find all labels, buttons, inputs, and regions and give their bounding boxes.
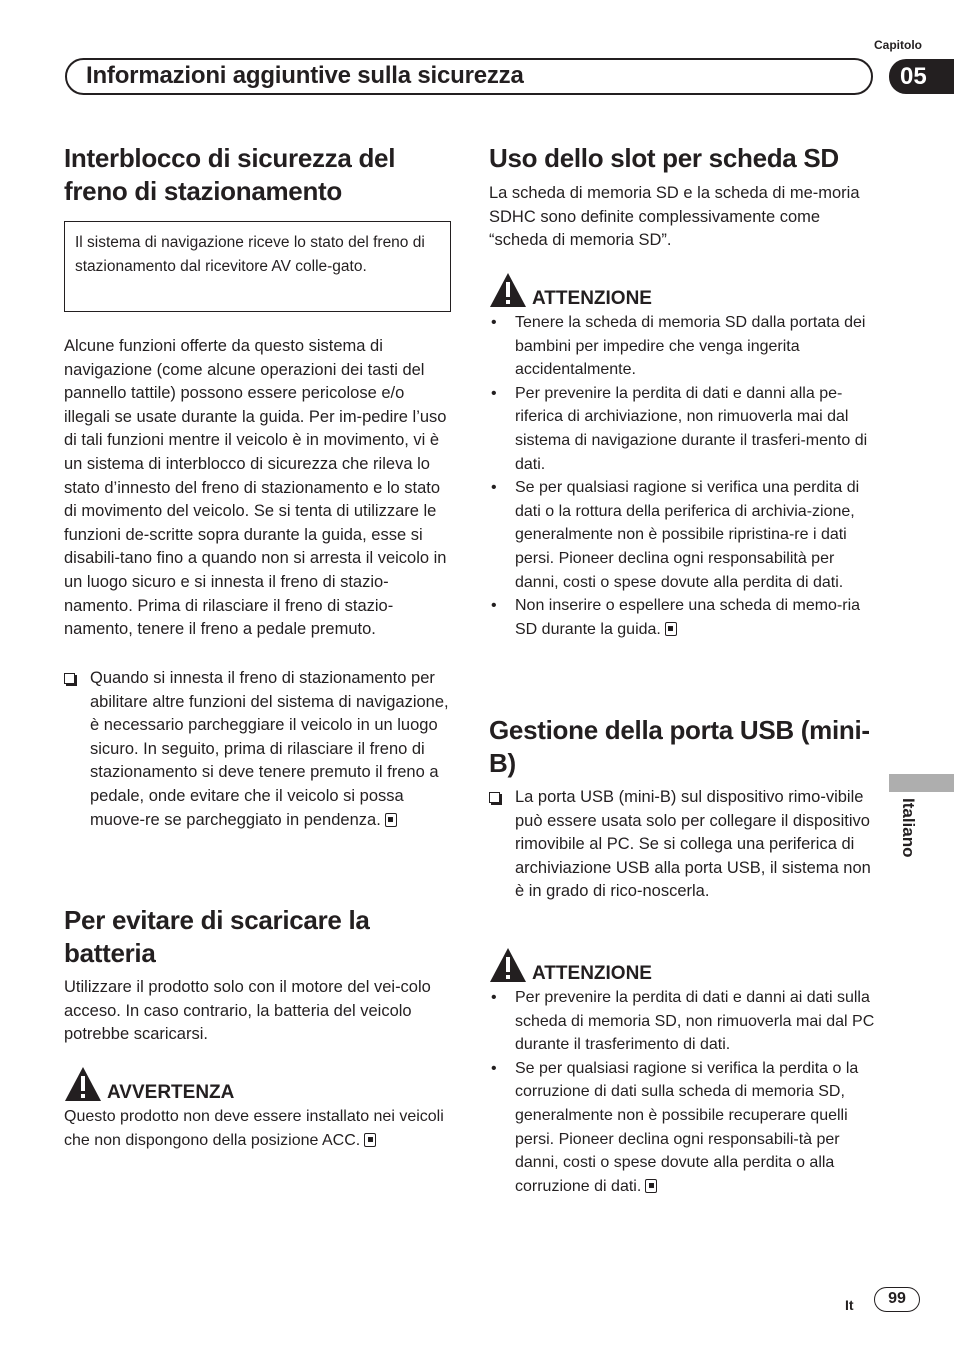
battery-body-text: Utilizzare il prodotto solo con il motore del vei-colo acceso. In caso contrario, la batteria del veicolo potrebbe scaricarsi. — [64, 978, 431, 1044]
language-tab-label: Italiano — [899, 798, 918, 858]
list-item-text: Non inserire o espellere una scheda di memo-ria SD durante la guida. — [515, 597, 861, 638]
caution-triangle-icon — [489, 947, 527, 983]
caution-triangle-icon — [489, 272, 527, 308]
list-item: • Se per qualsiasi ragione si verifica una perdita di dati o la rottura della periferica di archivia-zione, generalmente non è possibile ripristina-re i dati persi. Pioneer declina ogni responsabilità per danni, costi o spese dovute alla perdita di dati. — [491, 479, 860, 591]
list-item-text: Per prevenire la perdita di dati e danni ai dati sulla scheda di memoria SD, non rimuoverla mai dal PC durante il trasferimento di dati. — [515, 989, 875, 1054]
list-item-text: Per prevenire la perdita di dati e danni alla pe-riferica di archiviazione, non rimuoverla mai dal sistema di navigazione durante il trasferi-mento di dati. — [515, 384, 868, 473]
list-item: • Non inserire o espellere una scheda di memo-ria SD durante la guida. — [491, 597, 861, 638]
check-item-text: La porta USB (mini-B) sul dispositivo rimo-vibile può essere usata solo per collegare il dispositivo rimovibile al PC. Se si collega una periferica di archiviazione USB alla porta USB, il sistema non è in grado di rico-noscerla. — [515, 788, 871, 901]
checkbox-icon — [489, 792, 500, 803]
page-number: 99 — [874, 1287, 920, 1312]
check-item-text: Quando si innesta il freno di stazionamento per abilitare altre funzioni del sistema di navigazione, è necessario parcheggiare il veicolo in un luogo sicuro. In seguito, prima di rilasciare il freno di stazionamento si deve tenere premuto il freno a pedale, onde evitare che il veicolo si possa muove-re se parcheggiato in pendenza. — [90, 669, 449, 829]
warning-triangle-icon — [64, 1066, 102, 1102]
section-title-parking-brake: Interblocco di sicurezza del freno di stazionamento — [64, 143, 396, 206]
page-title: Informazioni aggiuntive sulla sicurezza — [86, 62, 524, 89]
list-item: • Tenere la scheda di memoria SD dalla portata dei bambini per impedire che venga ingerita accidentalmente. — [491, 314, 866, 379]
list-item-text: Se per qualsiasi ragione si verifica la perdita o la corruzione di dati sulla scheda di memoria SD, generalmente non è possibile recuperare quelli persi. Pioneer declina ogni responsabili-tà per danni, costi o spese dovute alla perdita o alla corruzione di dati. — [515, 1059, 859, 1195]
note-text: Il sistema di navigazione riceve lo stato del freno di stazionamento dal ricevitore AV colle-gato. — [75, 234, 425, 275]
section-title-battery: Per evitare di scaricare la batteria — [64, 905, 370, 968]
note-box — [64, 221, 451, 312]
warning-text-content: Questo prodotto non deve essere installato nei veicoli che non dispongono della posizione ACC. — [64, 1108, 444, 1149]
language-tab-marker — [889, 774, 954, 792]
list-item-text: Tenere la scheda di memoria SD dalla portata dei bambini per impedire che venga ingerita accidentalmente. — [515, 314, 866, 379]
usb-check-item — [489, 786, 879, 904]
chapter-number-badge: 05 — [889, 59, 954, 94]
section-title-sd-slot: Uso dello slot per scheda SD — [489, 143, 839, 173]
sd-caution-list — [489, 311, 877, 641]
list-item: • Per prevenire la perdita di dati e danni ai dati sulla scheda di memoria SD, non rimuoverla mai dal PC durante il trasferimento di dati. — [491, 989, 875, 1054]
warning-heading: AVVERTENZA — [107, 1082, 235, 1103]
end-mark-icon — [385, 813, 397, 827]
end-mark-icon — [665, 622, 677, 636]
warning-text — [64, 1105, 444, 1152]
list-item: • Per prevenire la perdita di dati e danni alla pe-riferica di archiviazione, non rimuoverla mai dal sistema di navigazione durante il trasferi-mento di dati. — [491, 384, 868, 473]
end-mark-icon — [645, 1179, 657, 1193]
chapter-label: Capitolo — [874, 38, 922, 52]
section-title-usb: Gestione della porta USB (mini-B) — [489, 715, 870, 778]
end-mark-icon — [364, 1133, 376, 1147]
caution-heading-sd: ATTENZIONE — [532, 288, 652, 309]
footer-language: It — [845, 1297, 854, 1313]
list-item: • Se per qualsiasi ragione si verifica la perdita o la corruzione di dati sulla scheda di memoria SD, generalmente non è possibile recuperare quelli persi. Pioneer declina ogni responsabili-tà per danni, costi o spese dovute alla perdita o alla corruzione di dati. — [491, 1059, 859, 1195]
parking-body-text: Alcune funzioni offerte da questo sistema di navigazione (come alcune operazioni dei tasti del pannello tattile) possono essere pericolose e/o illegali se usate durante la guida. Per im-pedire l’uso di tali funzioni mentre il veicolo è in movimento, vi è un sistema di interblocco di sicurezza che rileva lo stato d’innesto del freno di stazionamento e lo stato di movimento del veicolo. Se si tenta di utilizzare le funzioni de-scritte sopra durante la guida, esse si disabili-tano fino a quando non si arresta il veicolo in un luogo sicuro e si innesta il freno di stazio-namento. Prima di rilasciare il freno di stazio-namento, tenere il freno a pedale premuto. — [64, 337, 447, 639]
list-item-text: Se per qualsiasi ragione si verifica una perdita di dati o la rottura della periferica di archivia-zione, generalmente non è possibile ripristina-re i dati persi. Pioneer declina ogni responsabilità per danni, costi o spese dovute alla perdita di dati. — [515, 479, 860, 591]
usb-caution-list — [489, 986, 877, 1198]
caution-heading-usb: ATTENZIONE — [532, 963, 652, 984]
checkbox-icon — [64, 673, 75, 684]
parking-check-item — [64, 667, 454, 832]
sd-body-text: La scheda di memoria SD e la scheda di me-moria SDHC sono definite complessivamente come “scheda di memoria SD”. — [489, 184, 860, 250]
